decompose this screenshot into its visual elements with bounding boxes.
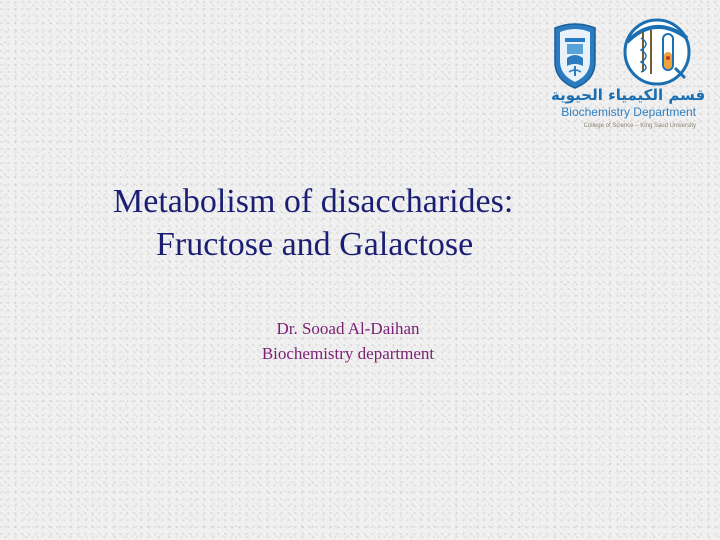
logo-college-text: College of Science – King Saud University [583, 123, 696, 129]
department-name: Biochemistry department [261, 344, 435, 363]
author-name: Dr. Sooad Al-Daihan [276, 319, 420, 338]
title-line-1: Metabolism of disaccharides: [113, 183, 514, 220]
university-seal-icon [551, 22, 599, 90]
title-line-2: Fructose and Galactose [156, 226, 474, 263]
biochemistry-emblem-icon [615, 12, 695, 90]
slide-title [60, 180, 660, 266]
logo-arabic-text: قسم الكيمياء الحيوية [551, 86, 706, 104]
logo-english-text: Biochemistry Department [561, 105, 696, 119]
slide-subtitle [148, 316, 548, 366]
department-logo [545, 12, 706, 130]
